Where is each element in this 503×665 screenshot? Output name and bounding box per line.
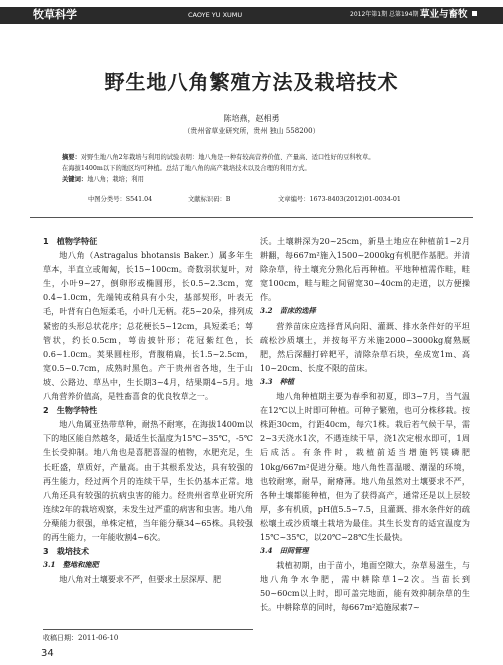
article-title: 野生地八角繁殖方法及栽培技术 bbox=[104, 70, 399, 94]
issue-info: 2012年第1期 总第194期 bbox=[350, 11, 419, 18]
subsection-heading-3-4: 3.4 田间管理 bbox=[260, 546, 309, 556]
document-code: 文献标识码：B bbox=[188, 196, 231, 203]
abstract-label: 摘要： bbox=[62, 154, 81, 161]
received-date: 收稿日期：2011-06-10 bbox=[43, 634, 119, 642]
section-heading-3: 3 栽培技术 bbox=[43, 546, 90, 557]
abstract-line-1 bbox=[62, 152, 457, 163]
abstract-text-1: 对野生地八角2年栽培与利用的试验表明：地八角是一种有较高营养价值、产量高、适口性好的豆科牧草。 bbox=[80, 154, 375, 161]
right-column bbox=[260, 234, 470, 615]
journal-name-left: 牧草科学 bbox=[33, 8, 77, 21]
paragraph-field-management: 栽植初期，由于苗小，地面空隙大，杂草易滋生，与地八角争水争肥，需中耕除草1~2次。当苗长到50~60cm以上时，即可盖完地面，能有效抑制杂草的生长。中耕除草的同时，每667m²追施尿素7~ bbox=[260, 560, 470, 613]
footnote-rule bbox=[43, 629, 253, 630]
paragraph-biology: 地八角属亚热带草种，耐热不耐寒，在海拔1400m以下的地区能自然越冬，最适生长温度为15℃~35℃，-5℃生长受抑制。地八角也是喜肥喜湿的植物，水肥充足，生长旺盛，草质好，产量高。由于其根系发达，具有较强的再生能力，经过两个月的连续干旱，生长仍基本正常。地八角还具有较强的抗病虫害的能力。经贵州省草业研究所连续2年的栽培观察，未发生过严重的病害和虫害。地八角分蘖能力很强，单株定植，当年能分蘖34~65株。具较强的再生能力，一年能收割4~6次。 bbox=[43, 419, 253, 542]
paragraph-soil-cont: 沃。土壤耕深为20~25cm，新垦土地应在种植前1~2月耕翻，每667m²施入1500~2000kg有机肥作基肥。并清除杂草，待土壤充分熟化后再种植。平地种植需作畦，畦宽100cm，畦与畦之间留宽30~40cm的走道，以方便操作。 bbox=[260, 236, 470, 303]
subsection-heading-3-3: 3.3 种植 bbox=[260, 376, 295, 386]
subsection-heading-3-1: 3.1 整地和施肥 bbox=[43, 560, 99, 570]
article-number: 文章编号：1673-8403(2012)01-0034-01 bbox=[278, 196, 401, 203]
section-heading-2: 2 生物学特性 bbox=[43, 405, 98, 416]
page-number: 34 bbox=[41, 648, 54, 659]
running-header bbox=[0, 0, 503, 30]
left-column bbox=[43, 234, 253, 586]
section-heading-1: 1 植物学特征 bbox=[43, 236, 98, 246]
affiliation: （贵州省草业研究所，贵州 独山 558200） bbox=[183, 127, 320, 135]
paragraph-nursery: 营养苗床应选择背风向阳、灌溉、排水条件好的平坦疏松沙质壤土，并按每平方米施2000~3000kg腐熟厩肥，然后深翻打碎耙平，清除杂草石块，垒成宽1m、高10~20cm、长度不限的苗床。 bbox=[260, 320, 470, 373]
paragraph-botany: 地八角（Astragalus bhotansis Baker.）属多年生草本，半直立或匍匐，长15~100cm。奇数羽状复叶，对生，小叶9~27，倒卵形或椭圆形，长0.5~2.3cm，宽0.4~1.0cm，先端钝或稍具有小尖，基部契形，叶表无毛，叶背有白色短柔毛，小叶几无柄。花5~20朵，排列成紧密的头形总状花序；总花梗长5~12cm，具短柔毛；萼管状，约长0.5cm，萼齿披针形；花冠紫红色，长0.6~1.0cm。荚果圆柱形，背腹稍扁，长1.5~2.5cm，宽0.5~0.7cm，成熟时黑色。产于贵州省各地，生于山坡、公路边、草丛中，生长期3~4月，结果期4~5月。地八角营养价值高，是牲畜喜食的优良牧草之一。 bbox=[43, 250, 253, 402]
keywords-label: 关键词： bbox=[62, 176, 88, 183]
abstract-line-2: 在海拔1400m以下的地区均可种植。总结了地八角的高产栽培技术以及合理的利用方式。 bbox=[62, 165, 311, 172]
journal-pinyin: CAOYE YU XUMU bbox=[188, 11, 243, 19]
paragraph-soil: 地八角对土壤要求不严，但要求土层深厚、肥 bbox=[59, 574, 222, 585]
clc-number: 中图分类号：S541.04 bbox=[88, 196, 153, 203]
abstract-block bbox=[62, 152, 457, 185]
authors: 陈培燕，赵相勇 bbox=[223, 114, 280, 123]
journal-name-right: 草业与畜牧 bbox=[420, 8, 477, 22]
subsection-heading-3-2: 3.2 苗床的选择 bbox=[260, 306, 316, 316]
divider-rule bbox=[30, 217, 473, 218]
keywords: 地八角；栽培；利用 bbox=[87, 176, 144, 183]
paragraph-planting: 地八角种植期主要为春季和初夏，即3~7月，当气温在12℃以上时即可种植。可种子繁殖，也可分株移栽。按株距30cm，行距40cm，每穴1株。栽后若气候干旱，需2~3天浇水1次，不遇连续干旱，浇1次定根水即可，1周后成活。有条件时，栽植前适当增施钙镁磷肥10kg/667m²促进分蘖。地八角性喜温暖、潮湿的环境，也较耐寒，耐旱，耐瘠薄。地八角虽然对土壤要求不严，各种土壤都能种植，但为了获得高产，通常还是以上层较厚，多有机质，pH值5.5~7.5，且灌溉、排水条件好的疏松壤土或沙质壤土栽培为最佳。其生长发育的适宜温度为15℃~35℃，以20℃~28℃生长最快。 bbox=[260, 391, 470, 542]
keywords-line bbox=[62, 174, 457, 185]
